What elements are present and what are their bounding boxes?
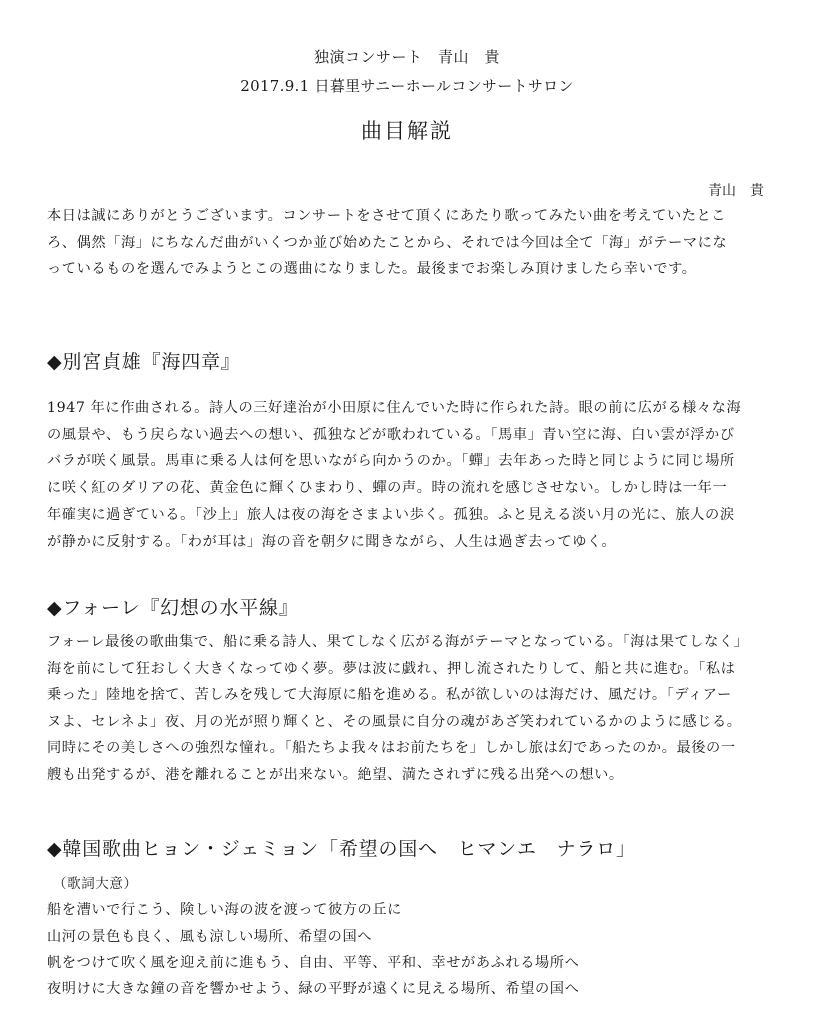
intro-paragraph — [47, 203, 777, 283]
body-line: の風景や、もう戻らない過去への想い、孤独などが歌われている。「馬車」青い空に海、白い雲が浮かび — [47, 426, 735, 443]
event-subtitle: 2017.9.1 日暮里サニーホールコンサートサロン — [240, 77, 574, 95]
lyric-line: 帆をつけて吹く風を迎え前に進もう、自由、平等、平和、幸せがあふれる場所へ — [47, 954, 580, 971]
section-body-bekku — [47, 395, 777, 555]
section-heading-bekku: ◆別宮貞雄『海四章』 — [47, 351, 241, 373]
intro-line: ろ、偶然「海」にちなんだ曲がいくつか並び始めたことから、それでは今回は全て「海」がテーマにな — [47, 234, 728, 251]
body-line: 艘も出発するが、港を離れることが出来ない。絶望、満たされずに残る出発への想い。 — [47, 766, 624, 783]
body-line: 乗った」陸地を捨て、苦しみを残して大海原に船を進める。私が欲しいのは海だけ、風だけ。「ディアー — [47, 687, 732, 704]
lyric-line: 船を漕いで行こう、険しい海の波を渡って彼方の丘に — [47, 902, 402, 919]
body-line: 年確実に過ぎている。「沙上」旅人は夜の海をさまよい歩く。孤独。ふと見える淡い月の光に、旅人の涙 — [47, 506, 735, 523]
intro-line: っているものを選んでみようとこの選曲になりました。最後までお楽しみ頂けましたら幸いです。 — [47, 261, 697, 278]
lyric-line: 夜明けに大きな鐘の音を響かせよう、緑の平野が遠くに見える場所、希望の国へ — [47, 981, 580, 998]
section-body-faure — [47, 629, 777, 789]
body-line: が静かに反射する。「わが耳は」海の音を朝夕に聞きながら、人生は過ぎ去ってゆく。 — [47, 533, 617, 550]
body-line: 同時にその美しさへの強烈な憧れ。「船たちよ我々はお前たちを」しかし旅は幻であったのか。最後の一 — [47, 740, 736, 757]
document-title: 曲目解説 — [361, 119, 453, 143]
body-line: に咲く紅のダリアの花、黄金色に輝くひまわり、蟬の声。時の流れを感じさせない。しかし時は一年一 — [47, 480, 728, 497]
body-line: バラが咲く風景。馬車に乗る人は何を思いながら向かうのか。「蟬」去年あった時と同じように同じ場所 — [47, 453, 735, 470]
body-line: ヌよ、セレネよ」夜、月の光が照り輝くと、その風景に自分の魂があざ笑われているかのように感じる。 — [47, 713, 742, 730]
author-name: 青山 貴 — [708, 183, 764, 199]
lyric-line: 山河の景色も良く、風も涼しい場所、希望の国へ — [47, 928, 373, 945]
body-line: フォーレ最後の歌曲集で、船に乗る詩人、果てしなく広がる海がテーマとなっている。「海は果てしなく」 — [47, 634, 749, 650]
section-heading-faure: ◆フォーレ『幻想の水平線』 — [47, 597, 299, 619]
body-line: 1947 年に作曲される。詩人の三好達治が小田原に住んでいた時に作られた詩。眼の前に広がる様々な海 — [47, 400, 742, 416]
body-line: 海を前にして狂おしく大きくなってゆく夢。夢は波に戯れ、押し流されたりして、船と共に進む。「私は — [47, 660, 736, 677]
section-body-korean-song — [47, 871, 579, 1002]
lyrics-note: （歌詞大意） — [53, 876, 138, 892]
event-title: 独演コンサート 青山 貴 — [313, 48, 500, 66]
section-heading-korean-song: ◆韓国歌曲ヒョン・ジェミョン「希望の国へ ヒマンエ ナラロ」 — [47, 838, 636, 860]
intro-line: 本日は誠にありがとうございます。コンサートをさせて頂くにあたり歌ってみたい曲を考えていたとこ — [47, 208, 727, 224]
